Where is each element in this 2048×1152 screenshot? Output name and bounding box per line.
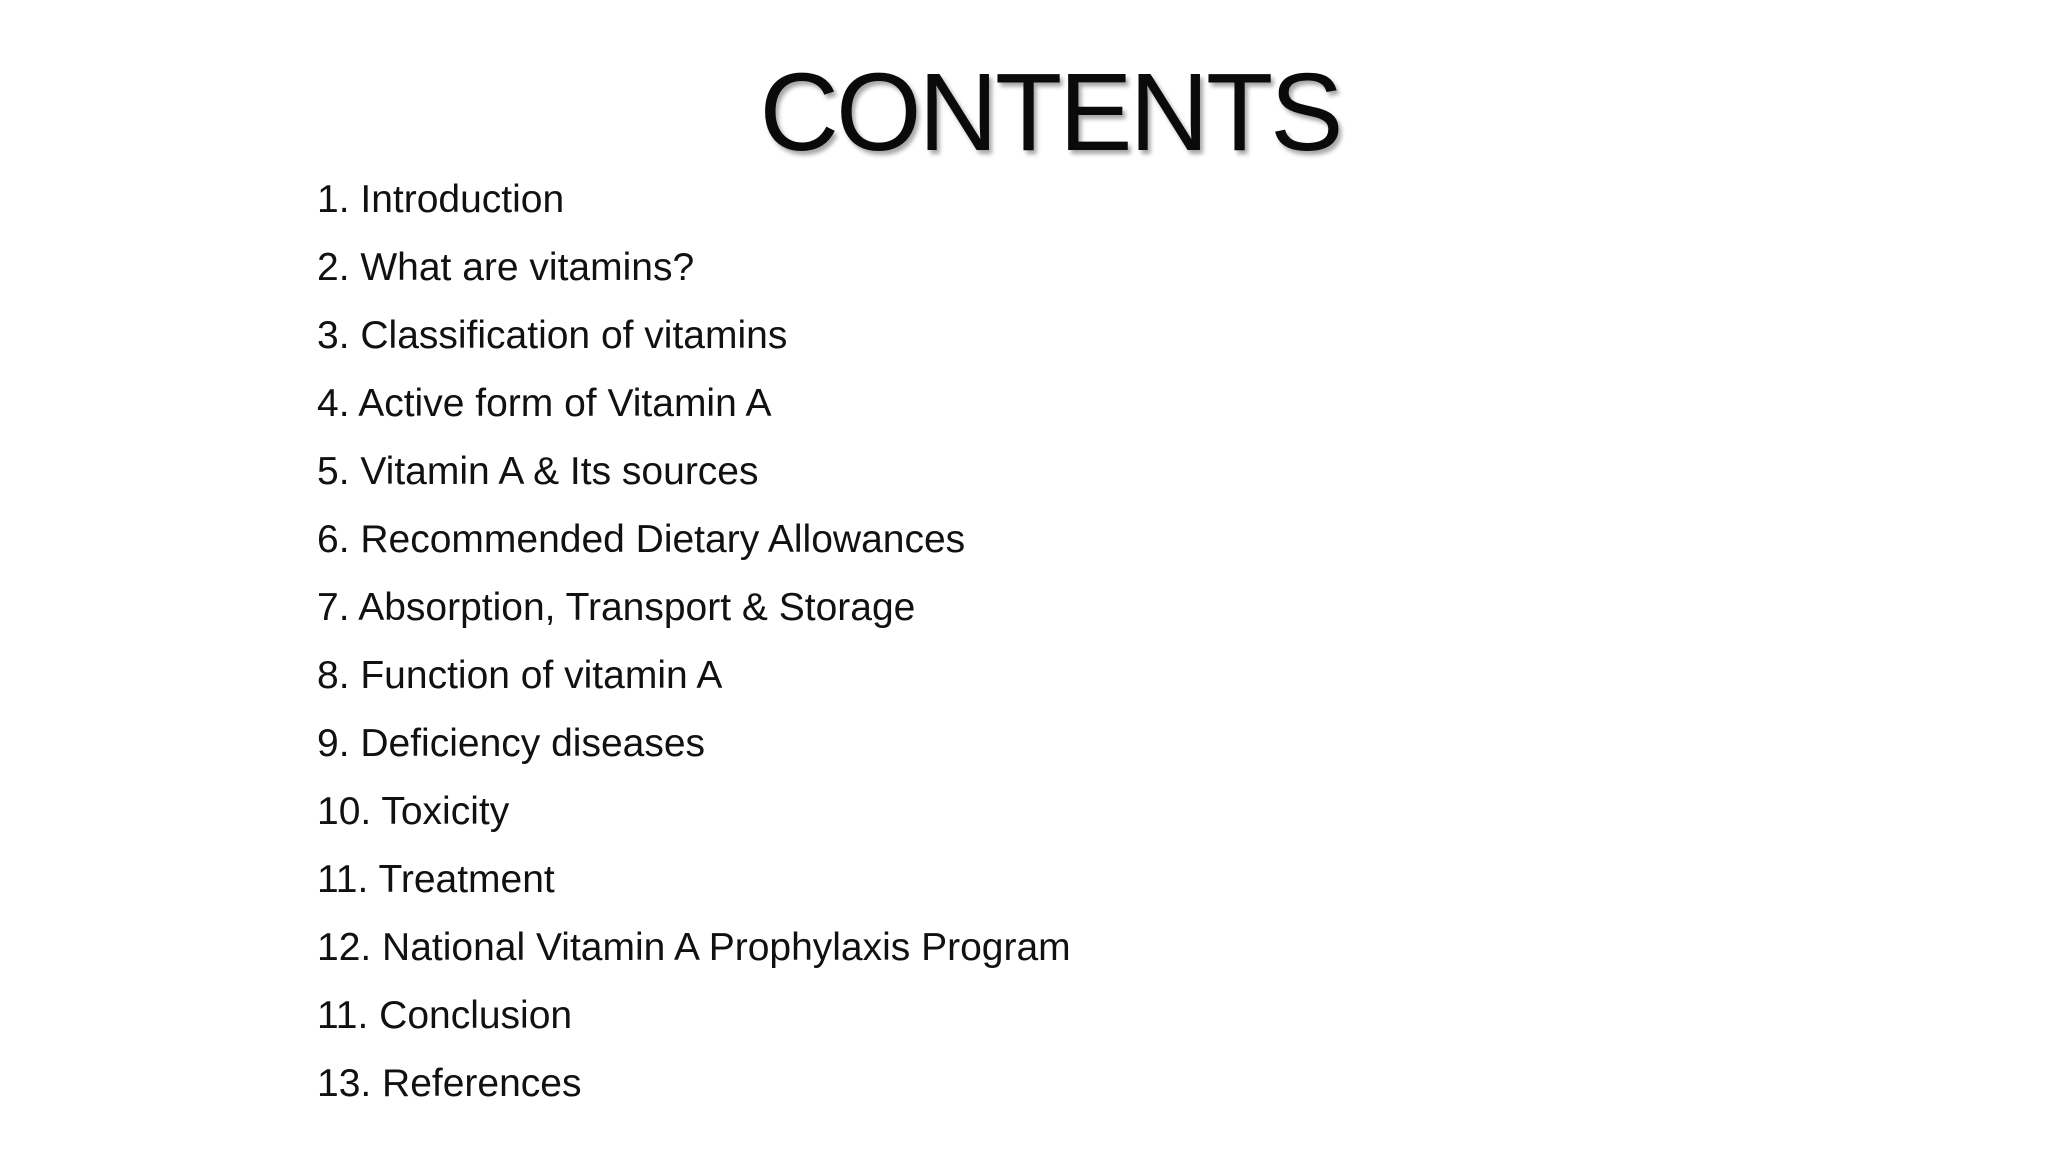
list-item: 8. Function of vitamin A [317, 654, 723, 697]
list-item: 13. References [317, 1062, 582, 1105]
list-item: 2. What are vitamins? [317, 246, 695, 289]
list-item: 11. Conclusion [317, 994, 573, 1037]
list-item: 1. Introduction [317, 178, 565, 221]
slide-title: CONTENTS [759, 51, 1341, 174]
list-item: 9. Deficiency diseases [317, 722, 706, 765]
list-item: 7. Absorption, Transport & Storage [317, 586, 916, 629]
contents-list [317, 172, 1071, 1124]
list-item: 5. Vitamin A & Its sources [317, 450, 759, 493]
list-item: 3. Classification of vitamins [317, 314, 788, 357]
list-item: 10. Toxicity [317, 790, 510, 833]
list-item: 12. National Vitamin A Prophylaxis Program [317, 926, 1071, 969]
list-item: 6. Recommended Dietary Allowances [317, 518, 966, 561]
list-item: 4. Active form of Vitamin A [317, 382, 772, 425]
list-item: 11. Treatment [317, 858, 555, 901]
